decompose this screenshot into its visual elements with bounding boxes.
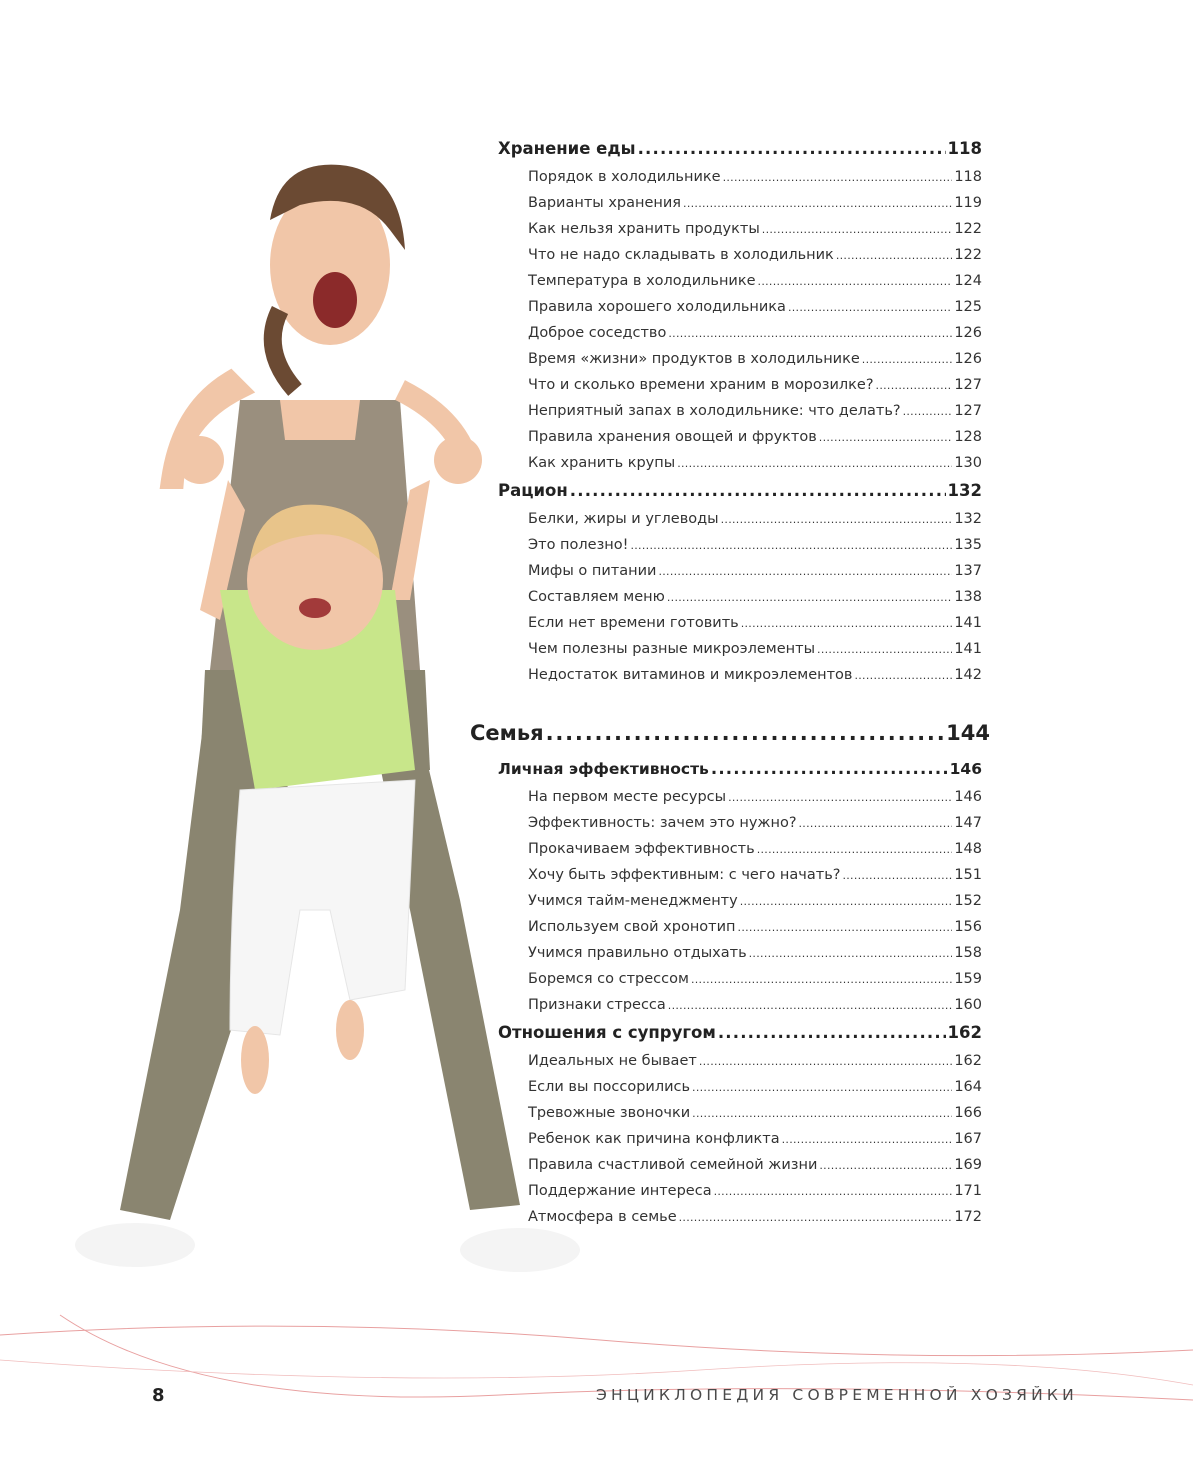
section-page: 118 <box>947 139 982 158</box>
toc-item-page: 147 <box>954 815 982 831</box>
section-title: Личная эффективность <box>498 760 709 778</box>
toc-item-title: Порядок в холодильнике <box>528 169 721 185</box>
toc-item-title: Неприятный запах в холодильнике: что делать? <box>528 403 901 419</box>
toc-item[interactable] <box>528 1152 982 1178</box>
toc-item-page: 135 <box>954 537 982 553</box>
toc-item[interactable] <box>528 966 982 992</box>
toc-item[interactable] <box>528 888 982 914</box>
toc-item-page: 148 <box>954 841 982 857</box>
toc-item-title: Правила хорошего холодильника <box>528 299 786 315</box>
toc-item[interactable] <box>528 1126 982 1152</box>
toc-item-title: Тревожные звоночки <box>528 1105 691 1121</box>
toc-item-page: 146 <box>954 789 982 805</box>
toc-item-page: 137 <box>954 563 982 579</box>
toc-item-page: 127 <box>954 403 982 419</box>
toc-item[interactable] <box>528 1204 982 1230</box>
toc-item-page: 124 <box>954 273 982 289</box>
toc-item-page: 132 <box>954 511 982 527</box>
toc-item[interactable] <box>528 320 982 346</box>
toc-item-page: 122 <box>954 221 982 237</box>
toc-item-page: 122 <box>954 247 982 263</box>
toc-item-title: Мифы о питании <box>528 563 657 579</box>
toc-item-page: 158 <box>954 945 982 961</box>
toc-item[interactable] <box>528 372 982 398</box>
toc-item-title: Чем полезны разные микроэлементы <box>528 641 816 657</box>
toc-item[interactable] <box>528 450 982 476</box>
toc-item-page: 156 <box>954 919 982 935</box>
toc-item-title: Учимся тайм-менеджменту <box>528 893 738 909</box>
toc-item[interactable] <box>528 506 982 532</box>
toc-item-title: Что и сколько времени храним в морозилке? <box>528 377 874 393</box>
toc-item[interactable] <box>528 164 982 190</box>
toc-item-title: Если нет времени готовить <box>528 615 739 631</box>
toc-item[interactable] <box>528 636 982 662</box>
toc-item-title: Ребенок как причина конфликта <box>528 1131 780 1147</box>
toc-item-page: 164 <box>954 1079 982 1095</box>
page-number: 8 <box>152 1385 165 1406</box>
toc-item[interactable] <box>528 862 982 888</box>
toc-item-title: Поддержание интереса <box>528 1183 712 1199</box>
toc-section-personal-efficiency[interactable] <box>498 754 982 784</box>
toc-item-page: 127 <box>954 377 982 393</box>
toc-item-title: Прокачиваем эффективность <box>528 841 755 857</box>
toc-item-title: Идеальных не бывает <box>528 1053 697 1069</box>
toc-item-title: На первом месте ресурсы <box>528 789 727 805</box>
toc-item-title: Атмосфера в семье <box>528 1209 677 1225</box>
toc-item-page: 152 <box>954 893 982 909</box>
toc-item-title: Составляем меню <box>528 589 665 605</box>
toc-item-page: 126 <box>954 325 982 341</box>
toc-item[interactable] <box>528 836 982 862</box>
toc-item[interactable] <box>528 216 982 242</box>
toc-item-title: Время «жизни» продуктов в холодильнике <box>528 351 860 367</box>
table-of-contents <box>470 134 990 1230</box>
toc-item-page: 138 <box>954 589 982 605</box>
toc-item-page: 130 <box>954 455 982 471</box>
section-title: Рацион <box>498 481 568 500</box>
toc-item-page: 141 <box>954 641 982 657</box>
toc-item-page: 169 <box>954 1157 982 1173</box>
toc-item-title: Правила счастливой семейной жизни <box>528 1157 818 1173</box>
toc-item-title: Признаки стресса <box>528 997 666 1013</box>
toc-item-title: Как нельзя хранить продукты <box>528 221 760 237</box>
toc-item-title: Боремся со стрессом <box>528 971 689 987</box>
toc-item-title: Правила хранения овощей и фруктов <box>528 429 817 445</box>
toc-item-page: 128 <box>954 429 982 445</box>
toc-section-diet[interactable] <box>498 476 982 506</box>
toc-item[interactable] <box>528 610 982 636</box>
toc-item[interactable] <box>528 532 982 558</box>
section-title: Хранение еды <box>498 139 636 158</box>
toc-item-page: 171 <box>954 1183 982 1199</box>
section-title: Отношения с супругом <box>498 1023 716 1042</box>
toc-item-page: 166 <box>954 1105 982 1121</box>
toc-item[interactable] <box>528 190 982 216</box>
toc-item[interactable] <box>528 784 982 810</box>
toc-item-title: Недостаток витаминов и микроэлементов <box>528 667 853 683</box>
toc-item[interactable] <box>528 346 982 372</box>
toc-item[interactable] <box>528 1074 982 1100</box>
toc-item-page: 162 <box>954 1053 982 1069</box>
toc-item[interactable] <box>528 268 982 294</box>
toc-item-title: Используем свой хронотип <box>528 919 736 935</box>
toc-section-food-storage[interactable] <box>498 134 982 164</box>
toc-item[interactable] <box>528 1100 982 1126</box>
toc-item[interactable] <box>528 558 982 584</box>
toc-item[interactable] <box>528 584 982 610</box>
toc-item-title: Если вы поссорились <box>528 1079 691 1095</box>
toc-item[interactable] <box>528 662 982 688</box>
toc-item-title: Варианты хранения <box>528 195 682 211</box>
toc-item[interactable] <box>528 914 982 940</box>
toc-item[interactable] <box>528 398 982 424</box>
toc-item-title: Что не надо складывать в холодильник <box>528 247 834 263</box>
toc-item-page: 160 <box>954 997 982 1013</box>
toc-item[interactable] <box>528 424 982 450</box>
toc-item-page: 125 <box>954 299 982 315</box>
toc-item-page: 142 <box>954 667 982 683</box>
toc-item-page: 126 <box>954 351 982 367</box>
toc-item-title: Доброе соседство <box>528 325 667 341</box>
chapter-title: Семья <box>470 721 544 745</box>
section-page: 162 <box>947 1023 982 1042</box>
toc-item[interactable] <box>528 1048 982 1074</box>
toc-item[interactable] <box>528 294 982 320</box>
toc-item-page: 167 <box>954 1131 982 1147</box>
toc-item-title: Температура в холодильнике <box>528 273 756 289</box>
toc-item-title: Эффективность: зачем это нужно? <box>528 815 797 831</box>
toc-item[interactable] <box>528 992 982 1018</box>
toc-section-relationship[interactable] <box>498 1018 982 1048</box>
toc-item-page: 159 <box>954 971 982 987</box>
section-page: 146 <box>949 760 982 778</box>
chapter-page: 144 <box>946 721 990 745</box>
toc-chapter-family[interactable] <box>470 716 990 750</box>
toc-item-page: 141 <box>954 615 982 631</box>
toc-item-title: Учимся правильно отдыхать <box>528 945 747 961</box>
toc-item-page: 151 <box>954 867 982 883</box>
toc-item-page: 119 <box>954 195 982 211</box>
running-header-book-title: ЭНЦИКЛОПЕДИЯ СОВРЕМЕННОЙ ХОЗЯЙКИ <box>596 1386 1078 1404</box>
toc-item-page: 118 <box>954 169 982 185</box>
toc-item[interactable] <box>528 242 982 268</box>
section-page: 132 <box>947 481 982 500</box>
toc-item-title: Как хранить крупы <box>528 455 676 471</box>
toc-item[interactable] <box>528 810 982 836</box>
toc-item-title: Хочу быть эффективным: с чего начать? <box>528 867 841 883</box>
toc-item[interactable] <box>528 940 982 966</box>
toc-item[interactable] <box>528 1178 982 1204</box>
toc-item-title: Белки, жиры и углеводы <box>528 511 719 527</box>
toc-item-title: Это полезно! <box>528 537 629 553</box>
toc-item-page: 172 <box>954 1209 982 1225</box>
